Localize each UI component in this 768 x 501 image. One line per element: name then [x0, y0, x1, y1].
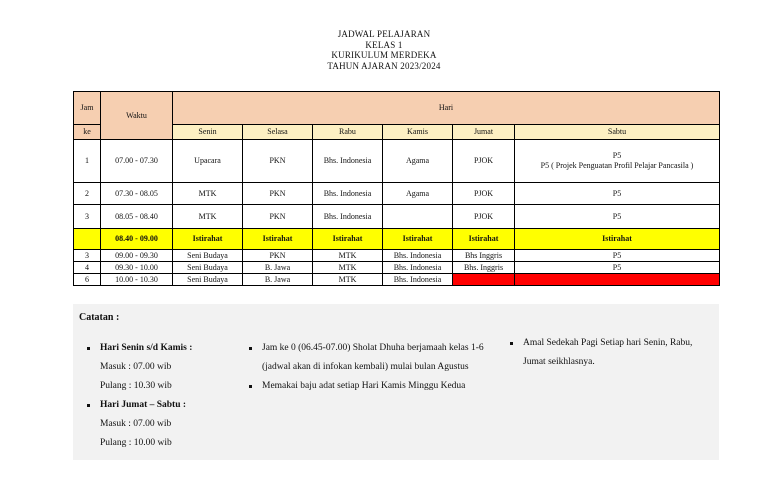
document-title [0, 29, 768, 71]
cell-no: 1 [74, 140, 101, 183]
cell-selasa: PKN [243, 205, 313, 229]
waktu-header: Waktu [101, 92, 173, 140]
jam-header: Jam [74, 92, 101, 125]
sedekah-note: Amal Sedekah Pagi Setiap hari Senin, Rabu, Jumat seikhlasnya. [523, 338, 693, 367]
cell-kamis: Agama [383, 183, 453, 205]
title-line-4: TAHUN AJARAN 2023/2024 [327, 60, 441, 71]
cell-kamis: Agama [383, 140, 453, 183]
cell-sabtu: Istirahat [515, 229, 720, 250]
list-item [87, 396, 237, 415]
cell-selasa: PKN [243, 250, 313, 262]
cell-senin: Istirahat [173, 229, 243, 250]
cell-time: 07.30 - 08.05 [101, 183, 173, 205]
day-header-sabtu: Sabtu [515, 125, 720, 140]
cell-sabtu-value: P5 [612, 151, 622, 160]
cell-rabu: Bhs. Indonesia [313, 205, 383, 229]
cell-jumat: PJOK [453, 140, 515, 183]
cell-rabu: MTK [313, 262, 383, 274]
cell-kamis: Bhs. Indonesia [383, 250, 453, 262]
bullet-icon [87, 404, 90, 407]
cell-kamis: Bhs. Indonesia [383, 262, 453, 274]
cell-jumat: PJOK [453, 183, 515, 205]
list-item [510, 334, 710, 372]
cell-no: 2 [74, 183, 101, 205]
cell-time: 09.00 - 09.30 [101, 250, 173, 262]
masuk-senin-kamis: Masuk : 07.00 wib [100, 362, 172, 372]
cell-rabu: Bhs. Indonesia [313, 183, 383, 205]
day-header-kamis: Kamis [383, 125, 453, 140]
cell-kamis: Istirahat [383, 229, 453, 250]
dhuha-note: Jam ke 0 (06.45-07.00) Sholat Dhuha berjamaah kelas 1-6 (jadwal akan di infokan kembali) mulai bulan Agustus [262, 343, 484, 372]
cell-time: 07.00 - 07.30 [101, 140, 173, 183]
schedule-table [73, 91, 720, 286]
break-row [74, 229, 720, 250]
cell-sabtu: P5 [515, 183, 720, 205]
pulang-senin-kamis: Pulang : 10.30 wib [100, 381, 172, 391]
cell-selasa: PKN [243, 183, 313, 205]
cell-senin: Seni Budaya [173, 250, 243, 262]
cell-sabtu-empty [515, 274, 720, 286]
cell-time: 08.05 - 08.40 [101, 205, 173, 229]
table-row [74, 183, 720, 205]
cell-no: 3 [74, 250, 101, 262]
cell-rabu: MTK [313, 250, 383, 262]
hari-header: Hari [173, 92, 720, 125]
cell-senin: MTK [173, 205, 243, 229]
bullet-icon [249, 347, 252, 350]
table-row [74, 250, 720, 262]
cell-sabtu [515, 140, 720, 183]
cell-selasa: B. Jawa [243, 274, 313, 286]
table-row [74, 205, 720, 229]
table-row [74, 140, 720, 183]
cell-jumat: Istirahat [453, 229, 515, 250]
notes-column-activities [249, 339, 494, 396]
p5-description: P5 ( Projek Penguatan Profil Pelajar Pancasila ) [540, 161, 694, 170]
cell-rabu: Istirahat [313, 229, 383, 250]
cell-sabtu: P5 [515, 205, 720, 229]
notes-column-schedule [87, 339, 237, 453]
bullet-icon [87, 347, 90, 350]
bullet-icon [510, 342, 513, 345]
ke-header: ke [74, 125, 101, 140]
notes-title: Catatan : [79, 312, 120, 323]
cell-rabu: MTK [313, 274, 383, 286]
cell-senin: Seni Budaya [173, 262, 243, 274]
notes-column-charity [510, 334, 710, 372]
cell-senin: Upacara [173, 140, 243, 183]
list-item [249, 339, 494, 377]
title-line-3: KURIKULUM MERDEKA [331, 50, 437, 60]
cell-selasa: B. Jawa [243, 262, 313, 274]
cell-sabtu: P5 [515, 250, 720, 262]
cell-senin: Seni Budaya [173, 274, 243, 286]
title-line-2: KELAS 1 [365, 39, 403, 50]
cell-rabu: Bhs. Indonesia [313, 140, 383, 183]
cell-time: 08.40 - 09.00 [101, 229, 173, 250]
cell-time: 09.30 - 10.00 [101, 262, 173, 274]
cell-no: 6 [74, 274, 101, 286]
senin-kamis-heading: Hari Senin s/d Kamis : [100, 343, 193, 353]
baju-adat-note: Memakai baju adat setiap Hari Kamis Minggu Kedua [262, 381, 466, 391]
masuk-jumat-sabtu: Masuk : 07.00 wib [100, 419, 172, 429]
day-header-jumat: Jumat [453, 125, 515, 140]
list-item [87, 339, 237, 358]
title-line-1: JADWAL PELAJARAN [337, 29, 431, 39]
day-header-senin: Senin [173, 125, 243, 140]
cell-no: 3 [74, 205, 101, 229]
cell-jumat: PJOK [453, 205, 515, 229]
day-header-rabu: Rabu [313, 125, 383, 140]
cell-kamis [383, 205, 453, 229]
cell-selasa: Istirahat [243, 229, 313, 250]
bullet-icon [249, 385, 252, 388]
cell-jumat-empty [453, 274, 515, 286]
day-header-selasa: Selasa [243, 125, 313, 140]
cell-kamis: Bhs. Indonesia [383, 274, 453, 286]
table-row [74, 262, 720, 274]
cell-selasa: PKN [243, 140, 313, 183]
cell-sabtu: P5 [515, 262, 720, 274]
cell-time: 10.00 - 10.30 [101, 274, 173, 286]
jumat-sabtu-heading: Hari Jumat – Sabtu : [100, 400, 187, 410]
list-item [249, 377, 494, 396]
pulang-jumat-sabtu: Pulang : 10.00 wib [100, 438, 172, 448]
table-row [74, 274, 720, 286]
cell-senin: MTK [173, 183, 243, 205]
cell-jumat: Bhs Inggris [453, 250, 515, 262]
cell-jumat: Bhs. Inggris [453, 262, 515, 274]
cell-no [74, 229, 101, 250]
cell-no: 4 [74, 262, 101, 274]
notes-box [73, 304, 719, 460]
